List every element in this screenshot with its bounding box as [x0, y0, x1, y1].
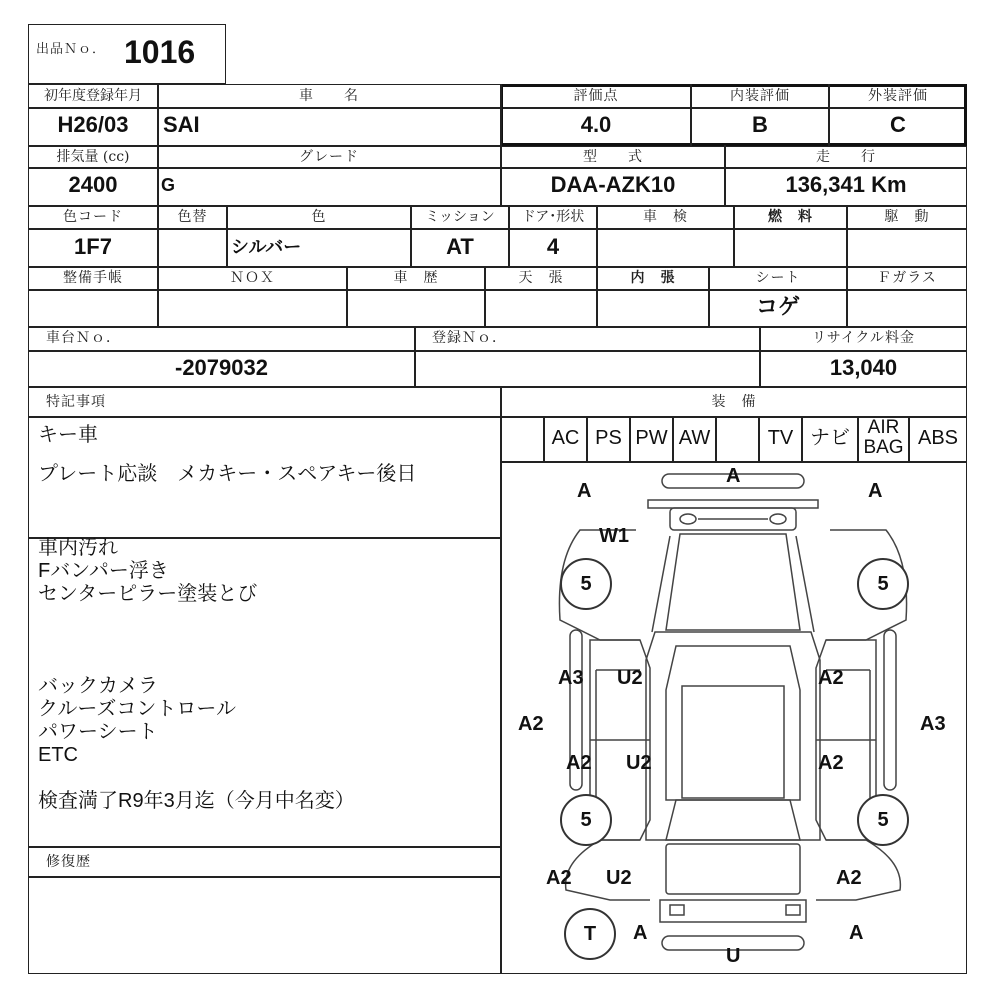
inspection-label: 車 検: [643, 209, 688, 225]
repair-history-label: 修復歴: [46, 854, 91, 870]
equipment-abs: ABS: [917, 427, 959, 449]
mark-rear-left: A: [633, 922, 648, 944]
note-line: [38, 767, 355, 790]
mark-left-front-door-inner: U2: [617, 667, 643, 689]
note-line: プレート応談 メカキー・スペアキー後日: [38, 463, 417, 485]
note-line: パワーシート: [38, 721, 158, 743]
lot-label: 出品Ｎｏ．: [36, 42, 107, 57]
sunroof-label: 天 張: [518, 270, 564, 286]
seat-label: シート: [755, 270, 801, 286]
color-value: シルバー: [231, 237, 302, 257]
color-code-value: 1F7: [74, 234, 112, 259]
note-line: [38, 652, 355, 675]
model-value: DAA-AZK10: [550, 172, 676, 197]
nox-label: ＮＯＸ: [230, 270, 275, 286]
reg-year-label: 初年度登録年月: [44, 88, 142, 104]
note-line: [38, 606, 355, 629]
exterior-value: C: [890, 112, 906, 137]
displacement-value: 2400: [68, 172, 118, 197]
model-label: 型 式: [583, 149, 643, 165]
score-label: 評価点: [573, 88, 619, 104]
equipment-airbag: AIR BAG: [863, 417, 904, 458]
mileage-label: 走 行: [816, 149, 876, 165]
doors-label: ドア･形状: [521, 209, 585, 225]
drive-label: 駆 動: [884, 209, 930, 225]
manual-label: 整備手帳: [63, 270, 123, 286]
mark-left-rear-door-inner: U2: [626, 752, 652, 774]
color-code-label: 色コード: [63, 209, 123, 225]
equipment-ac: AC: [551, 427, 580, 449]
interior-lining-label: 内 張: [630, 270, 676, 286]
grade-value: G: [161, 175, 176, 195]
equipment-label: 装 備: [711, 394, 757, 410]
displacement-label: 排気量 (cc): [56, 149, 130, 165]
note-line: 検査満了R9年3月迄（今月中名変）: [38, 790, 355, 812]
note-line: [38, 629, 355, 652]
equipment-tv: TV: [767, 427, 794, 449]
grade-label: グレード: [299, 149, 359, 165]
note-line: ETC: [38, 744, 78, 766]
interior-label: 内装評価: [730, 88, 790, 104]
mission-label: ミッション: [425, 209, 495, 225]
mark-left-side: A2: [518, 713, 544, 735]
mark-right-front-door: A2: [818, 667, 844, 689]
mark-left-rear-door: A2: [566, 752, 592, 774]
history-label: 車 歴: [393, 270, 439, 286]
tire-rear-right: 5: [857, 794, 909, 846]
notes-upper: [38, 423, 416, 486]
interior-value: B: [752, 112, 768, 137]
note-line: バックカメラ: [38, 675, 158, 697]
equipment-navi: ナビ: [810, 427, 850, 449]
score-value: 4.0: [580, 112, 612, 137]
mark-front-left: A: [577, 480, 592, 502]
spare-tire: T: [564, 908, 616, 960]
chassis-label: 車台Ｎｏ．: [46, 330, 121, 346]
tire-front-left: 5: [560, 558, 612, 610]
exterior-label: 外装評価: [868, 88, 928, 104]
note-line: Fバンパー浮き: [38, 560, 169, 582]
note-line: センターピラー塗装とび: [38, 583, 258, 605]
mission-value: AT: [446, 234, 474, 259]
tire-rear-left: 5: [560, 794, 612, 846]
mark-rear-bottom: U: [726, 945, 741, 967]
equipment-pw: PW: [635, 427, 668, 449]
note-line: キー車: [38, 424, 98, 446]
mileage-value: 136,341 Km: [785, 172, 907, 197]
mark-right-rear-door: A2: [818, 752, 844, 774]
mark-windshield: W1: [599, 525, 629, 547]
mark-rear-right: A: [849, 922, 864, 944]
notes-lower: [38, 537, 355, 813]
seat-value: コゲ: [755, 294, 800, 319]
car-name-label: 車 名: [299, 88, 359, 104]
lot-number: 1016: [124, 34, 196, 70]
mark-right-side: A3: [920, 713, 946, 735]
color-label: 色: [311, 209, 327, 225]
equipment-aw: AW: [678, 427, 711, 449]
mark-left-rear-fender: A2: [546, 867, 572, 889]
mark-left-front-door: A3: [558, 667, 584, 689]
recycle-value: 13,040: [829, 355, 898, 380]
equipment-ps: PS: [595, 427, 622, 449]
registration-label: 登録Ｎｏ．: [432, 330, 507, 346]
fuel-label: 燃 料: [768, 209, 813, 225]
notes-label: 特記事項: [46, 394, 106, 410]
doors-value: 4: [546, 234, 560, 259]
mark-front-right: A: [868, 480, 883, 502]
recycle-label: リサイクル料金: [811, 330, 916, 346]
fglass-label: Ｆガラス: [877, 270, 937, 286]
mark-front-top: A: [726, 465, 741, 487]
chassis-value: -2079032: [175, 355, 268, 380]
car-body-diagram: [501, 462, 967, 974]
reg-year-value: H26/03: [57, 112, 129, 137]
car-name-value: SAI: [163, 112, 200, 137]
mark-left-rear-fender-inner: U2: [606, 867, 632, 889]
tire-front-right: 5: [857, 558, 909, 610]
note-line: クルーズコントロール: [38, 698, 236, 720]
note-line: 車内汚れ: [38, 537, 118, 559]
mark-right-rear-fender: A2: [836, 867, 862, 889]
repaint-label: 色替: [177, 209, 208, 225]
